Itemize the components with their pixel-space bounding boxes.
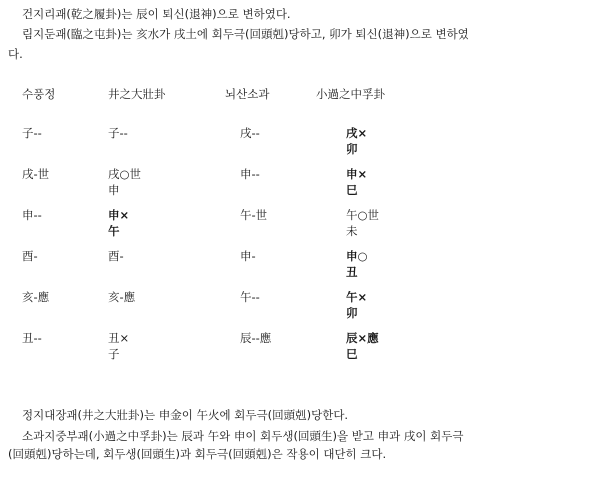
row5-col3-line1: 午× [346, 290, 368, 304]
row2-col3-line2: 巳 [346, 183, 358, 197]
row5-col1 [108, 289, 135, 305]
row6-col2: 辰--應 [240, 331, 272, 345]
outro-line-1: 정지대장괘(井之大壯卦)는 申金이 午火에 회두극(回頭剋)당한다. [22, 408, 349, 422]
row4-col3-line1: 申○ [346, 249, 368, 263]
row3-col2: 午-世 [240, 208, 268, 222]
header-noesan-sogwa: 뇌산소과 [225, 87, 270, 101]
outro-line-2: 소과지중부괘(小過之中孚卦)는 辰과 午와 申이 회두생(回頭生)을 받고 申과 戌이 회두극 [22, 429, 464, 443]
row3-col1-line2: 午 [108, 224, 120, 238]
row6-col1-line2: 子 [108, 347, 120, 361]
row1-col1 [108, 125, 128, 141]
row1-col0: 子-- [22, 126, 42, 140]
row4-col3-line2: 丑 [346, 265, 358, 279]
header-sogwa-jungbu: 小過之中孚卦 [316, 87, 385, 101]
row4-col1 [108, 248, 124, 264]
row2-col0: 戌-世 [22, 167, 50, 181]
row2-col3 [346, 166, 367, 198]
row5-col1-line1: 亥-應 [108, 290, 136, 304]
row5-col3-line2: 卯 [346, 306, 358, 320]
row4-col0: 酉- [22, 249, 38, 263]
row3-col1 [108, 207, 129, 239]
row2-col1-line2: 申 [108, 183, 120, 197]
row1-col3 [346, 125, 367, 157]
row5-col3 [346, 289, 367, 321]
row4-col2: 申- [240, 249, 256, 263]
row5-col0: 亥-應 [22, 290, 50, 304]
row6-col0: 丑-- [22, 331, 42, 345]
row5-col2: 午-- [240, 290, 260, 304]
row2-col3-line1: 申× [346, 167, 368, 181]
header-sufungjeong: 수풍정 [22, 87, 56, 101]
row4-col3 [346, 248, 368, 280]
row1-col1-line1: 子-- [108, 126, 128, 140]
row6-col3-line2: 巳 [346, 347, 358, 361]
row1-col3-line2: 卯 [346, 142, 358, 156]
row6-col3-line1: 辰×應 [346, 331, 379, 345]
row4-col1-line1: 酉- [108, 249, 124, 263]
intro-line-1: 건지리괘(乾之履卦)는 辰이 퇴신(退神)으로 변하였다. [22, 7, 291, 21]
intro-line-3: 다. [8, 47, 23, 61]
intro-line-2: 림지둔괘(臨之屯卦)는 亥水가 戌土에 회두극(回頭剋)당하고, 卯가 퇴신(退神)으로 변하였 [22, 27, 469, 41]
row1-col2: 戌-- [240, 126, 260, 140]
row2-col1-line1: 戌○世 [108, 167, 142, 181]
row3-col3-line1: 午○世 [346, 208, 380, 222]
header-jeong-daejang: 井之大壯卦 [108, 87, 166, 101]
row3-col1-line1: 申× [108, 208, 130, 222]
row3-col0: 申-- [22, 208, 42, 222]
row3-col3 [346, 207, 379, 239]
row6-col1 [108, 330, 129, 362]
row3-col3-line2: 未 [346, 224, 358, 238]
row2-col2: 申-- [240, 167, 260, 181]
row6-col3 [346, 330, 379, 362]
row2-col1 [108, 166, 141, 198]
row6-col1-line1: 丑× [108, 331, 130, 345]
row1-col3-line1: 戌× [346, 126, 368, 140]
outro-line-3: (回頭剋)당하는데, 회두생(回頭生)과 회두극(回頭剋)은 작용이 대단히 크다. [8, 447, 387, 461]
